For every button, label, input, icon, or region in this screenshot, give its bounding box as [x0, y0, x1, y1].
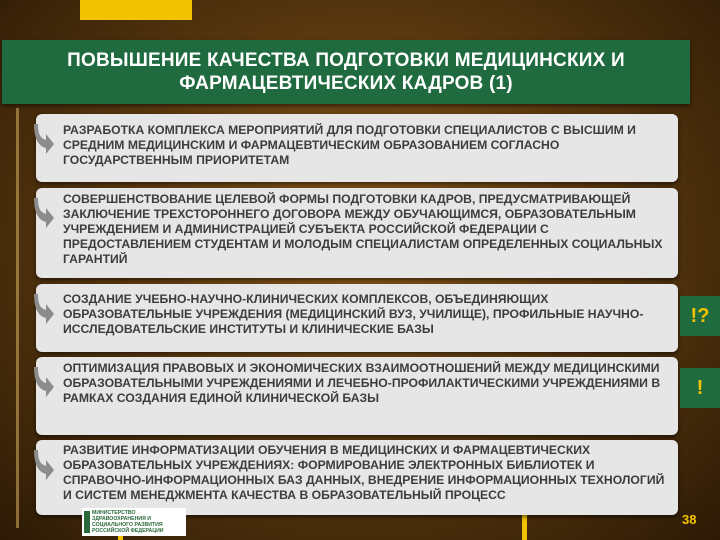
curved-arrow-icon: [34, 122, 56, 156]
title-bar: [2, 40, 690, 104]
list-item-text: СОЗДАНИЕ УЧЕБНО-НАУЧНО-КЛИНИЧЕСКИХ КОМПЛЕКСОВ, ОБЪЕДИНЯЮЩИХ ОБРАЗОВАТЕЛЬНЫЕ УЧРЕЖДЕНИЯ (МЕДИЦИНСКИЙ ВУЗ, УЧИЛИЩЕ), ПРОФИЛЬНЫЕ НАУЧНО-ИССЛЕДОВАТЕЛЬСКИЕ ИНСТИТУТЫ И КЛИНИЧЕСКИЕ БАЗЫ: [63, 292, 644, 336]
decorative-frame-line: [16, 108, 19, 528]
top-accent-bar: [80, 0, 192, 20]
list-item: [36, 188, 678, 278]
curved-arrow-icon: [34, 196, 56, 230]
list-item-text: ОПТИМИЗАЦИЯ ПРАВОВЫХ И ЭКОНОМИЧЕСКИХ ВЗАИМООТНОШЕНИЙ МЕЖДУ МЕДИЦИНСКИМИ ОБРАЗОВАТЕЛЬНЫМИ УЧРЕЖДЕНИЯМИ И ЛЕЧЕБНО-ПРОФИЛАКТИЧЕСКИМИ УЧРЕЖДЕНИЯМИ В РАМКАХ СОЗДАНИЯ ЕДИНОЙ КЛИНИЧЕСКОЙ БАЗЫ: [63, 361, 661, 405]
exclamation-badge: !: [680, 368, 720, 408]
question-exclamation-badge: !?: [680, 296, 720, 336]
list-item: [36, 357, 678, 435]
curved-arrow-icon: [34, 365, 56, 399]
list-item-text: РАЗВИТИЕ ИНФОРМАТИЗАЦИИ ОБУЧЕНИЯ В МЕДИЦИНСКИХ И ФАРМАЦЕВТИЧЕСКИХ ОБРАЗОВАТЕЛЬНЫХ УЧРЕЖДЕНИЯХ: ФОРМИРОВАНИЕ ЭЛЕКТРОННЫХ БИБЛИОТЕК И СПРАВОЧНО-ИНФОРМАЦИОННЫХ БАЗ ДАННЫХ, ВНЕДРЕНИЕ ИНФОРМАЦИОННЫХ ТЕХНОЛОГИЙ И СИСТЕМ МЕНЕДЖМЕНТА КАЧЕСТВА В ОБРАЗОВАТЕЛЬНЫЙ ПРОЦЕСС: [63, 443, 665, 502]
logo-mark-icon: [84, 511, 90, 533]
list-item-text: РАЗРАБОТКА КОМПЛЕКСА МЕРОПРИЯТИЙ ДЛЯ ПОДГОТОВКИ СПЕЦИАЛИСТОВ С ВЫСШИМ И СРЕДНИМ МЕДИЦИНСКИМ И ФАРМАЦЕВТИЧЕСКИМ ОБРАЗОВАНИЕМ СОГЛАСНО ГОСУДАРСТВЕННЫМ ПРИОРИТЕТАМ: [63, 123, 636, 167]
list-item: [36, 440, 678, 515]
list-item: [36, 284, 678, 352]
slide-title: ПОВЫШЕНИЕ КАЧЕСТВА ПОДГОТОВКИ МЕДИЦИНСКИХ И ФАРМАЦЕВТИЧЕСКИХ КАДРОВ (1): [67, 50, 625, 94]
ministry-logo: [82, 508, 186, 536]
curved-arrow-icon: [34, 448, 56, 482]
decorative-post: [522, 515, 527, 540]
page-number: 38: [682, 512, 697, 527]
list-item: [36, 114, 678, 182]
list-item-text: СОВЕРШЕНСТВОВАНИЕ ЦЕЛЕВОЙ ФОРМЫ ПОДГОТОВКИ КАДРОВ, ПРЕДУСМАТРИВАЮЩЕЙ ЗАКЛЮЧЕНИЕ ТРЕХСТОРОННЕГО ДОГОВОРА МЕЖДУ ОБУЧАЮЩИМСЯ, ОБРАЗОВАТЕЛЬНЫМ УЧРЕЖДЕНИЕМ И АДМИНИСТРАЦИЕЙ СУБЪЕКТА РОССИЙСКОЙ ФЕДЕРАЦИИ С ПРЕДОСТАВЛЕНИЕМ СТУДЕНТАМ И МОЛОДЫМ СПЕЦИАЛИСТАМ ОПРЕДЕЛЕННЫХ СОЦИАЛЬНЫХ ГАРАНТИЙ: [63, 192, 663, 266]
logo-text: МИНИСТЕРСТВО ЗДРАВООХРАНЕНИЯ И СОЦИАЛЬНОГО РАЗВИТИЯ РОССИЙСКОЙ ФЕДЕРАЦИИ: [92, 510, 164, 534]
curved-arrow-icon: [34, 292, 56, 326]
